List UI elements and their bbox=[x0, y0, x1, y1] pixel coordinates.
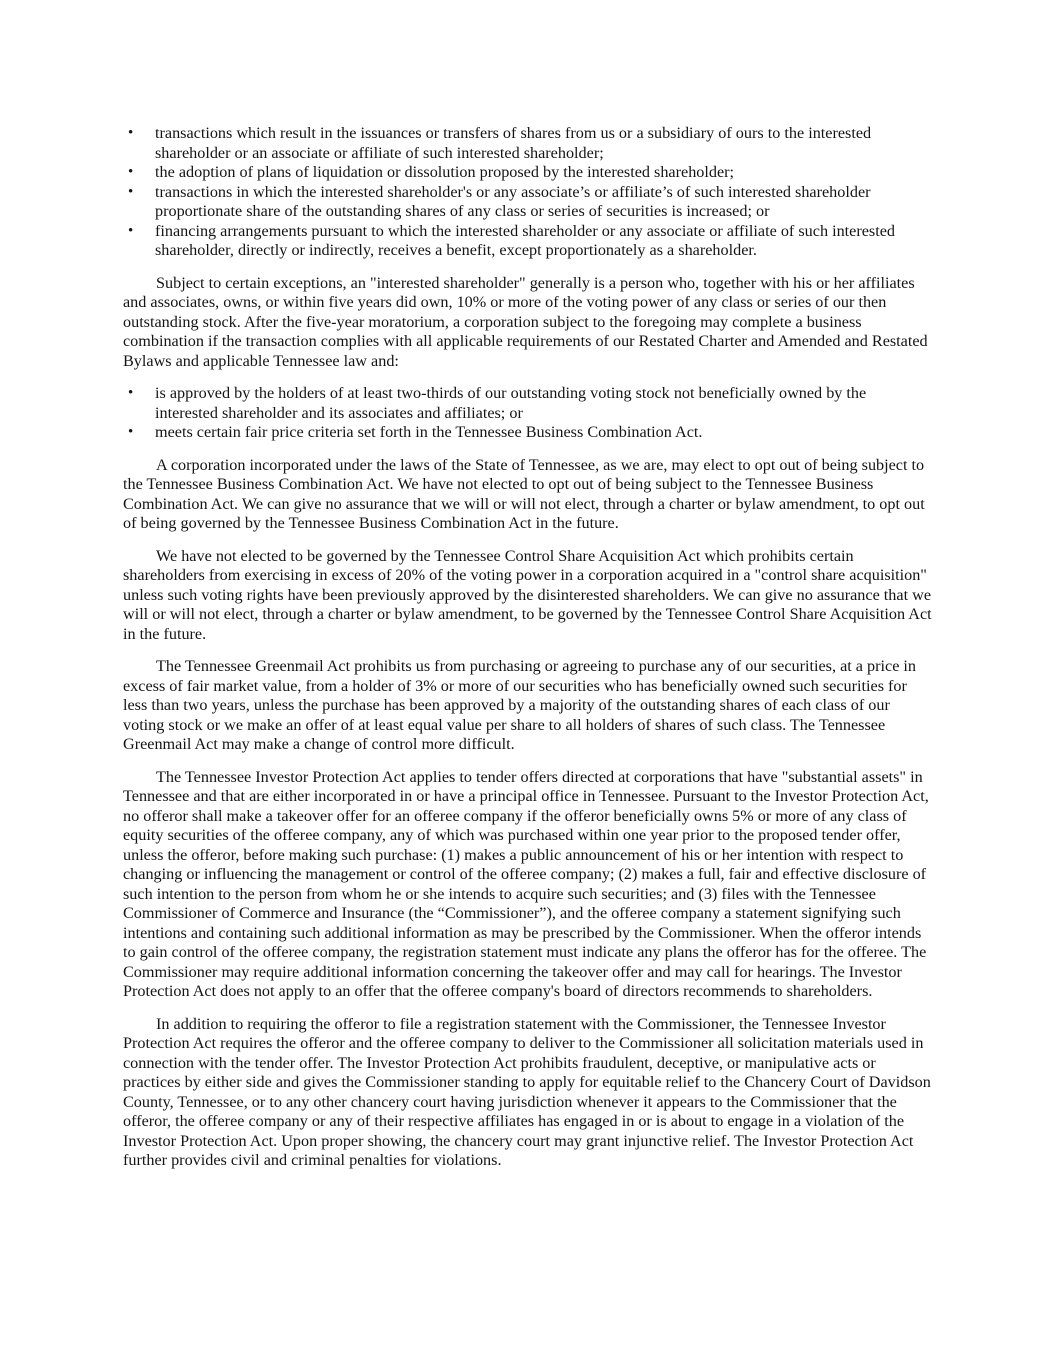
paragraph-investor-protection-filing: In addition to requiring the offeror to file a registration statement with the Commissioner, the Tennessee Investor Protection Act requires the offeror and the offeree company to deliver to the Commissioner all solicitation materials used in connection with the tender offer. The Investor Protection Act prohibits fraudulent, deceptive, or manipulative acts or practices by either side and gives the Commissioner standing to apply for equitable relief to the Chancery Court of Davidson County, Tennessee, or to any other chancery court having jurisdiction whenever it appears to the Commissioner that the offeror, the offeree company or any of their respective affiliates has engaged in or is about to engage in a violation of the Investor Protection Act. Upon proper showing, the chancery court may grant injunctive relief. The Investor Protection Act further provides civil and criminal penalties for violations. bbox=[123, 1014, 931, 1169]
list-item bbox=[123, 423, 933, 443]
bullet-list-business-combination-transactions bbox=[123, 124, 933, 261]
paragraph-investor-protection-act: The Tennessee Investor Protection Act applies to tender offers directed at corporations that have "substantial assets" in Tennessee and that are either incorporated in or have a principal office in Tennessee. Pursuant to the Investor Protection Act, no offeror shall make a takeover offer for an offeree company if the offeror beneficially owns 5% or more of any class of equity securities of the offeree company, any of which was purchased within one year prior to the proposed tender offer, unless the offeror, before making such purchase: (1) makes a public announcement of his or her intention with respect to changing or influencing the management or control of the offeree company; (2) makes a full, fair and effective disclosure of such intention to the person from whom he or she intends to acquire such securities; and (3) files with the Tennessee Commissioner of Commerce and Insurance (the “Commissioner”), and the offeree company a statement signifying such intentions and containing such additional information as may be prescribed by the Commissioner. When the offeror intends to gain control of the offeree company, the registration statement must indicate any plans the offeror has for the offeree. The Commissioner may require additional information concerning the takeover offer and may call for hearings. The Investor Protection Act does not apply to an offer that the offeree company's board of directors recommends to shareholders. bbox=[123, 767, 929, 1000]
paragraph-greenmail-act: The Tennessee Greenmail Act prohibits us from purchasing or agreeing to purchase any of our securities, at a price in excess of fair market value, from a holder of 3% or more of our securities who has beneficially owned such securities for less than two years, unless the purchase has been approved by a majority of the outstanding shares of each class of our voting stock or we make an offer of at least equal value per share to all holders of shares of such class. The Tennessee Greenmail Act may make a change of control more difficult. bbox=[123, 657, 917, 753]
list-item-text: is approved by the holders of at least two-thirds of our outstanding voting stock not beneficially owned by the interested shareholder and its associates and affiliates; or bbox=[155, 384, 867, 422]
paragraph-interested-shareholder-definition: Subject to certain exceptions, an "interested shareholder" generally is a person who, together with his or her affiliates and associates, owns, or within five years did own, 10% or more of the voting power of any class or series of our then outstanding stock. After the five-year moratorium, a corporation subject to the foregoing may complete a business combination if the transaction complies with all applicable requirements of our Restated Charter and Amended and Restated Bylaws and applicable Tennessee law and: bbox=[123, 273, 928, 370]
bullet-icon: • bbox=[128, 222, 134, 239]
list-item-text: meets certain fair price criteria set forth in the Tennessee Business Combination Act. bbox=[155, 423, 703, 441]
bullet-list-combination-conditions bbox=[123, 384, 933, 443]
bullet-icon: • bbox=[128, 424, 134, 440]
list-item bbox=[123, 384, 933, 423]
bullet-icon: • bbox=[128, 183, 134, 200]
bullet-icon: • bbox=[128, 125, 134, 141]
bullet-icon: • bbox=[128, 385, 134, 401]
list-item-text: financing arrangements pursuant to which the interested shareholder or any associate or affiliate of such interested shareholder, directly or indirectly, receives a benefit, except proportionately as a shareholder. bbox=[155, 221, 896, 259]
list-item bbox=[123, 163, 933, 183]
list-item-text: the adoption of plans of liquidation or dissolution proposed by the interested shareholder; bbox=[155, 163, 735, 181]
paragraph-opt-out-election: A corporation incorporated under the laws of the State of Tennessee, as we are, may elect to opt out of being subject to the Tennessee Business Combination Act. We have not elected to opt out of being subject to the Tennessee Business Combination Act. We can give no assurance that we will or will not elect, through a charter or bylaw amendment, to opt out of being governed by the Tennessee Business Combination Act in the future. bbox=[123, 455, 925, 532]
list-item bbox=[123, 222, 933, 261]
list-item bbox=[123, 183, 933, 222]
list-item-text: transactions in which the interested shareholder's or any associate’s or affiliate’s of such interested shareholder proportionate share of the outstanding shares of any class or series of securities is increased; or bbox=[155, 182, 871, 220]
bullet-icon: • bbox=[128, 164, 134, 180]
paragraph-control-share-acquisition-act: We have not elected to be governed by the Tennessee Control Share Acquisition Act which prohibits certain shareholders from exercising in excess of 20% of the voting power in a corporation acquired in a "control share acquisition" unless such voting rights have been previously approved by the disinterested shareholders. We can give no assurance that we will or will not elect, through a charter or bylaw amendment, to be governed by the Tennessee Control Share Acquisition Act in the future. bbox=[123, 546, 932, 643]
list-item-text: transactions which result in the issuances or transfers of shares from us or a subsidiary of ours to the interested shareholder or an associate or affiliate of such interested shareholder; bbox=[155, 124, 872, 162]
list-item bbox=[123, 124, 933, 163]
